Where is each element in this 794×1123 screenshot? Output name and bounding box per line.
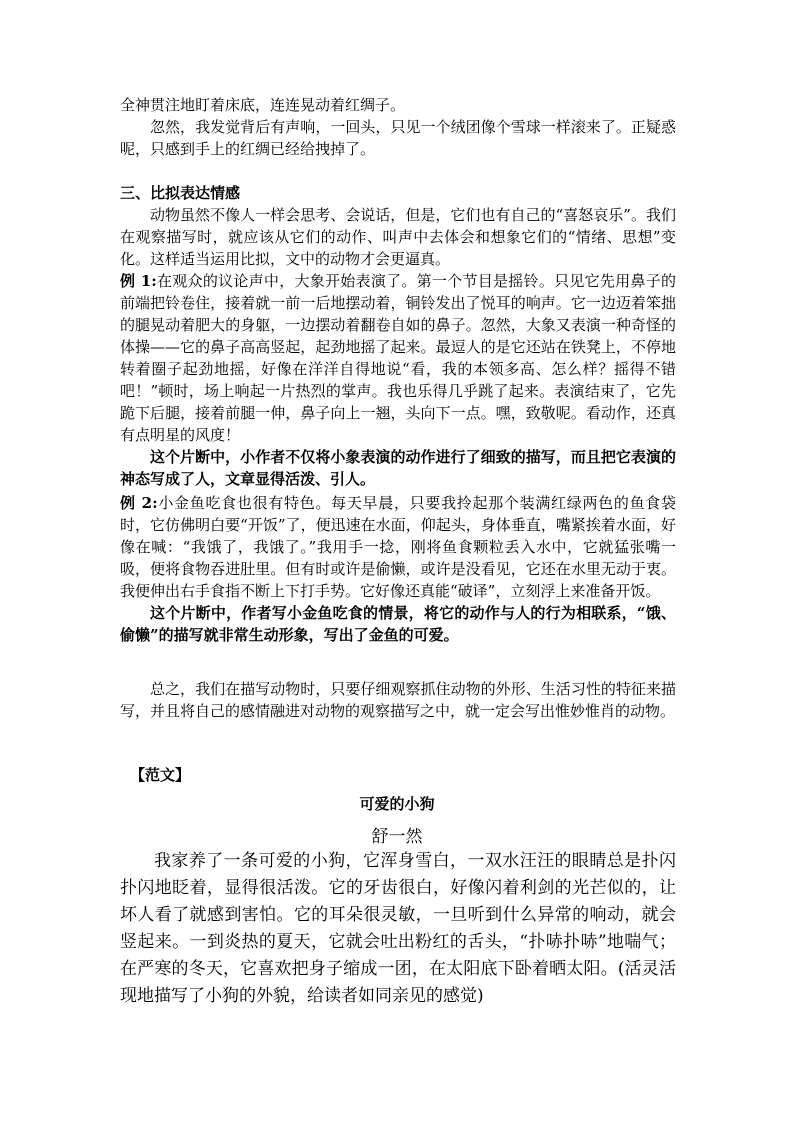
intro-paragraph: 忽然，我发觉背后有声响，一回头，只见一个绒团像个雪球一样滚来了。正疑惑呢，只感到手上的红绸已经给拽掉了。: [120, 118, 676, 158]
essay-body-block: [120, 848, 676, 1010]
example-2-comment: 这个片断中，作者写小金鱼吃食的情景，将它的动作与人的行为相联系，“饿、偷懒”的描写就非常生动形象，写出了金鱼的可爱。: [120, 604, 676, 644]
example-2-block: [120, 492, 676, 646]
section-comparison: [120, 182, 676, 490]
example-1-paragraph: [120, 270, 676, 446]
example-2-text: 小金鱼吃食也很有特色。每天早晨，只要我拎起那个装满红绿两色的鱼食袋时，它仿佛明白要“开饭”了，便迅速在水面，仰起头，身体垂直，嘴紧挨着水面，好像在喊：“我饿了，我饿了。”我用手一捻，刚将鱼食颗粒丢入水中，它就猛张嘴一吸，便将食物吞进肚里。但有时或许是偷懒，或许是没看见，它还在水里无动于衷。我便伸出右手食指不断上下打手势。它好像还真能“破译”，立刻浮上来准备开饭。: [120, 494, 676, 600]
example-1-label: 例 1:: [120, 272, 157, 290]
example-1-comment: 这个片断中，小作者不仅将小象表演的动作进行了细致的描写，而且把它表演的神态写成了人，文章显得活泼、引人。: [120, 448, 676, 488]
example-1-text: 在观众的议论声中，大象开始表演了。第一个节目是摇铃。只见它先用鼻子的前端把铃卷住，接着就一前一后地摆动着，铜铃发出了悦耳的响声。它一边迈着笨拙的腿晃动着肥大的身躯，一边摆动着翻卷自如的鼻子。忽然，大象又表演一种奇怪的体操——它的鼻子高高竖起，起劲地摇了起来。最逗人的是它还站在铁凳上，不停地转着圈子起劲地摇，好像在洋洋自得地说“看，我的本领多高、怎么样？摇得不错吧！”顿时，场上响起一片热烈的掌声。我也乐得几乎跳了起来。表演结束了，它先跪下后腿，接着前腿一伸，鼻子向上一翘，头向下一点。嘿，致敬呢。看动作，还真有点明星的风度！: [120, 272, 676, 444]
essay-author: 舒一然: [371, 827, 423, 847]
example-2-paragraph: [120, 492, 676, 602]
example-2-label: 例 2:: [120, 494, 158, 512]
section-body: 动物虽然不像人一样会思考、会说话，但是，它们也有自己的“喜怒哀乐”。我们在观察描写时，就应该从它们的动作、叫声中去体会和想象它们的“情绪、思想”变化。这样适当运用比拟，文中的动物才会更逼真。: [120, 206, 676, 268]
section-heading: 三、比拟表达情感: [120, 184, 241, 202]
summary-paragraph: 总之，我们在描写动物时，只要仔细观察抓住动物的外形、生活习性的特征来描写，并且将自己的感情融进对动物的观察描写之中，就一定会写出惟妙惟肖的动物。: [120, 680, 676, 720]
essay-title: 可爱的小狗: [359, 795, 435, 813]
intro-paragraphs: [120, 94, 676, 160]
essay-body: 我家养了一条可爱的小狗，它浑身雪白，一双水汪汪的眼睛总是扑闪扑闪地眨着，显得很活泼。它的牙齿很白，好像闪着利剑的光芒似的，让坏人看了就感到害怕。它的耳朵很灵敏，一旦听到什么异常的响动，就会竖起来。一到炎热的夏天，它就会吐出粉红的舌头，“扑哧扑哧”地喘气；在严寒的冬天，它喜欢把身子缩成一团，在太阳底下卧着晒太阳。(活灵活现地描写了小狗的外貌，给读者如同亲见的感觉): [120, 851, 676, 1006]
summary-block: [120, 678, 676, 722]
intro-line: 全神贯注地盯着床底，连连晃动着红绸子。: [120, 96, 406, 114]
fanwen-label: 【范文】: [130, 766, 191, 784]
